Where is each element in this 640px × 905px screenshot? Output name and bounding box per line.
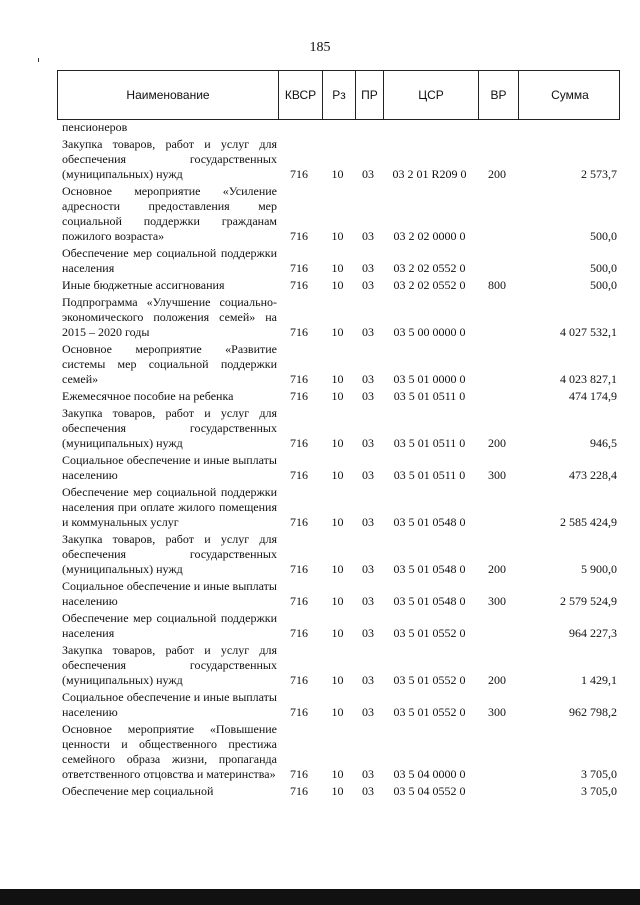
table-row (57, 120, 620, 135)
cell-name: Социальное обеспечение и иные выплаты населению (62, 690, 277, 719)
cell-vr: 200 (488, 167, 506, 181)
cell-kvsr: 716 (290, 626, 308, 640)
cell-csr: 03 5 04 0000 0 (393, 767, 466, 781)
cell-rz: 10 (331, 468, 344, 482)
cell-pr: 03 (362, 389, 374, 403)
cell-pr: 03 (362, 229, 374, 243)
table-row (57, 278, 620, 293)
cell-name: Социальное обеспечение и иные выплаты населению (62, 579, 277, 608)
table-row (57, 406, 620, 451)
cell-rz: 10 (331, 767, 344, 781)
cell-csr: 03 2 02 0552 0 (393, 278, 466, 292)
cell-rz: 10 (331, 594, 344, 608)
cell-kvsr: 716 (290, 515, 308, 529)
table-row (57, 532, 620, 577)
table-row (57, 389, 620, 404)
header-csr: ЦСР (383, 71, 478, 119)
cell-name: Обеспечение мер социальной поддержки населения (62, 246, 277, 275)
cell-rz: 10 (331, 167, 344, 181)
cell-pr: 03 (362, 372, 374, 386)
cell-vr: 800 (488, 278, 506, 292)
cell-kvsr: 716 (290, 594, 308, 608)
table-row (57, 579, 620, 609)
header-rz: Рз (322, 71, 355, 119)
cell-pr: 03 (362, 515, 374, 529)
cell-sum: 4 027 532,1 (560, 325, 617, 339)
table-row (57, 295, 620, 340)
cell-name: Основное мероприятие «Развитие системы мер социальной поддержки семей» (62, 342, 277, 386)
cell-rz: 10 (331, 626, 344, 640)
cell-sum: 2 573,7 (581, 167, 617, 181)
header-pr: ПР (355, 71, 383, 119)
cell-sum: 4 023 827,1 (560, 372, 617, 386)
cell-pr: 03 (362, 562, 374, 576)
table-row (57, 784, 620, 799)
cell-vr: 300 (488, 705, 506, 719)
cell-rz: 10 (331, 436, 344, 450)
cell-pr: 03 (362, 167, 374, 181)
scan-bottom-edge (0, 889, 640, 905)
cell-name: Обеспечение мер социальной (62, 784, 214, 798)
table-row (57, 690, 620, 720)
cell-name: Иные бюджетные ассигнования (62, 278, 225, 292)
cell-csr: 03 5 01 0552 0 (393, 673, 466, 687)
cell-kvsr: 716 (290, 767, 308, 781)
cell-rz: 10 (331, 325, 344, 339)
cell-sum: 946,5 (590, 436, 617, 450)
cell-csr: 03 2 02 0000 0 (393, 229, 466, 243)
cell-rz: 10 (331, 261, 344, 275)
cell-rz: 10 (331, 389, 344, 403)
cell-pr: 03 (362, 261, 374, 275)
cell-name: Закупка товаров, работ и услуг для обеспечения государственных (муниципальных) нужд (62, 406, 277, 450)
cell-pr: 03 (362, 594, 374, 608)
cell-sum: 474 174,9 (569, 389, 617, 403)
cell-pr: 03 (362, 436, 374, 450)
cell-name: Основное мероприятие «Усиление адресности предоставления мер социальной поддержки гражданам пожилого возраста» (62, 184, 277, 243)
cell-kvsr: 716 (290, 673, 308, 687)
cell-kvsr: 716 (290, 372, 308, 386)
cell-csr: 03 2 02 0552 0 (393, 261, 466, 275)
page-number: 185 (309, 40, 331, 55)
cell-name: Основное мероприятие «Повышение ценности и общественного престижа семейного образа жизни, пропаганда ответственного отцовства и материнства» (62, 722, 277, 781)
cell-sum: 500,0 (590, 278, 617, 292)
cell-kvsr: 716 (290, 325, 308, 339)
cell-rz: 10 (331, 229, 344, 243)
cell-sum: 2 579 524,9 (560, 594, 617, 608)
cell-name: Закупка товаров, работ и услуг для обеспечения государственных (муниципальных) нужд (62, 532, 277, 576)
cell-sum: 5 900,0 (581, 562, 617, 576)
cell-name: Закупка товаров, работ и услуг для обеспечения государственных (муниципальных) нужд (62, 137, 277, 181)
cell-name: Обеспечение мер социальной поддержки населения (62, 611, 277, 640)
cell-vr: 200 (488, 562, 506, 576)
cell-csr: 03 5 00 0000 0 (393, 325, 466, 339)
cell-name: Ежемесячное пособие на ребенка (62, 389, 234, 403)
cell-pr: 03 (362, 784, 374, 798)
cell-kvsr: 716 (290, 468, 308, 482)
cell-csr: 03 5 01 0552 0 (393, 626, 466, 640)
table-header (57, 70, 620, 120)
cell-kvsr: 716 (290, 562, 308, 576)
table-row (57, 453, 620, 483)
cell-csr: 03 5 01 0511 0 (393, 468, 466, 482)
cell-rz: 10 (331, 372, 344, 386)
cell-pr: 03 (362, 325, 374, 339)
cell-pr: 03 (362, 626, 374, 640)
cell-vr: 200 (488, 436, 506, 450)
cell-csr: 03 5 01 0548 0 (393, 594, 466, 608)
cell-sum: 962 798,2 (569, 705, 617, 719)
cell-sum: 2 585 424,9 (560, 515, 617, 529)
cell-csr: 03 2 01 R209 0 (392, 167, 467, 181)
cell-name: Обеспечение мер социальной поддержки населения при оплате жилого помещения и коммунальных услуг (62, 485, 277, 529)
cell-csr: 03 5 01 0000 0 (393, 372, 466, 386)
cell-kvsr: 716 (290, 389, 308, 403)
cell-rz: 10 (331, 562, 344, 576)
cell-kvsr: 716 (290, 229, 308, 243)
cell-sum: 500,0 (590, 229, 617, 243)
table-row (57, 246, 620, 276)
cell-csr: 03 5 04 0552 0 (393, 784, 466, 798)
margin-mark (38, 58, 39, 62)
table-row (57, 137, 620, 182)
cell-kvsr: 716 (290, 436, 308, 450)
cell-pr: 03 (362, 468, 374, 482)
cell-kvsr: 716 (290, 278, 308, 292)
cell-pr: 03 (362, 278, 374, 292)
table-body (57, 120, 620, 799)
cell-rz: 10 (331, 515, 344, 529)
cell-csr: 03 5 01 0548 0 (393, 562, 466, 576)
cell-sum: 3 705,0 (581, 784, 617, 798)
cell-name: пенсионеров (62, 120, 128, 134)
cell-sum: 1 429,1 (581, 673, 617, 687)
cell-name: Подпрограмма «Улучшение социально-экономического положения семей» на 2015 – 2020 годы (62, 295, 277, 339)
cell-name: Закупка товаров, работ и услуг для обеспечения государственных (муниципальных) нужд (62, 643, 277, 687)
cell-kvsr: 716 (290, 705, 308, 719)
cell-rz: 10 (331, 784, 344, 798)
cell-csr: 03 5 01 0548 0 (393, 515, 466, 529)
cell-pr: 03 (362, 673, 374, 687)
cell-pr: 03 (362, 767, 374, 781)
cell-pr: 03 (362, 705, 374, 719)
cell-vr: 300 (488, 468, 506, 482)
cell-kvsr: 716 (290, 784, 308, 798)
cell-name: Социальное обеспечение и иные выплаты населению (62, 453, 277, 482)
header-kvsr: КВСР (278, 71, 322, 119)
cell-rz: 10 (331, 278, 344, 292)
table-row (57, 184, 620, 244)
header-vr: ВР (478, 71, 518, 119)
cell-sum: 473 228,4 (569, 468, 617, 482)
table-row (57, 485, 620, 530)
table-row (57, 342, 620, 387)
cell-sum: 964 227,3 (569, 626, 617, 640)
cell-vr: 300 (488, 594, 506, 608)
cell-rz: 10 (331, 705, 344, 719)
table-row (57, 643, 620, 688)
cell-csr: 03 5 01 0511 0 (393, 436, 466, 450)
header-name: Наименование (126, 88, 210, 102)
cell-csr: 03 5 01 0511 0 (393, 389, 466, 403)
cell-vr: 200 (488, 673, 506, 687)
cell-sum: 500,0 (590, 261, 617, 275)
cell-csr: 03 5 01 0552 0 (393, 705, 466, 719)
cell-rz: 10 (331, 673, 344, 687)
budget-table (57, 70, 620, 799)
cell-kvsr: 716 (290, 261, 308, 275)
cell-kvsr: 716 (290, 167, 308, 181)
header-sum: Сумма (518, 71, 621, 119)
table-row (57, 722, 620, 782)
cell-sum: 3 705,0 (581, 767, 617, 781)
table-row (57, 611, 620, 641)
